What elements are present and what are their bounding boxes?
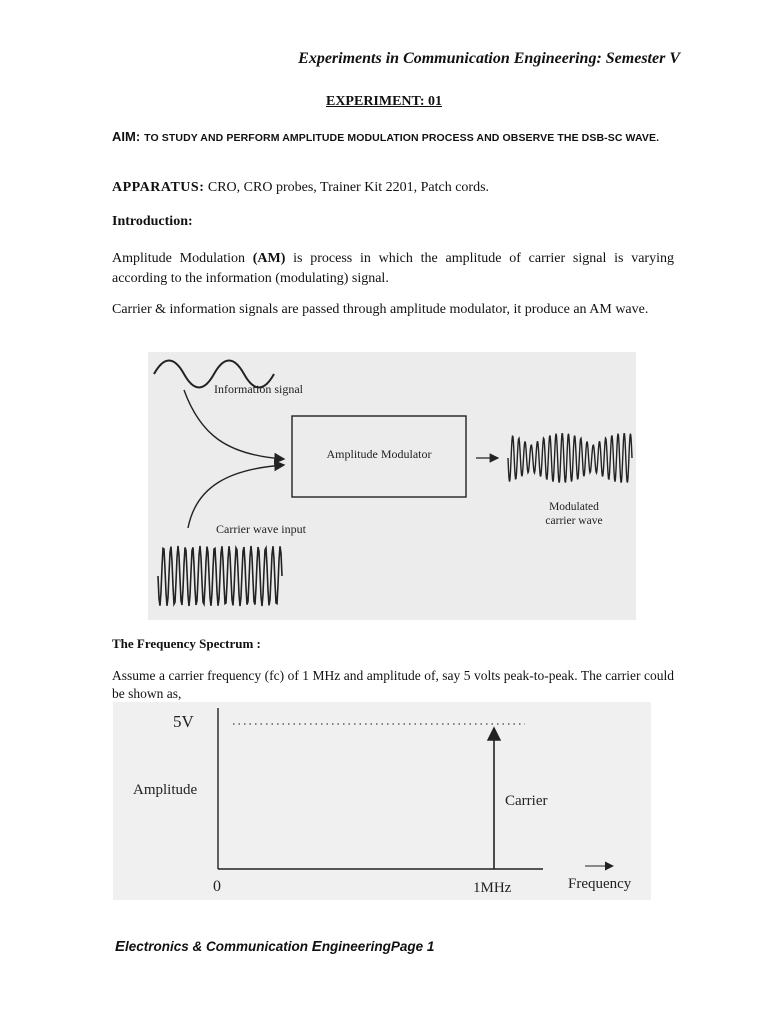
information-signal-label: Information signal bbox=[214, 382, 303, 396]
frequency-spectrum-heading: The Frequency Spectrum : bbox=[112, 636, 261, 651]
x-origin-label: 0 bbox=[213, 878, 221, 895]
intro-p1-start: Amplitude Modulation bbox=[112, 251, 253, 266]
page-header-title: Experiments in Communication Engineering: Semester V bbox=[298, 50, 680, 67]
aim-text: TO STUDY AND PERFORM AMPLITUDE MODULATION PROCESS AND OBSERVE THE DSB-SC WAVE. bbox=[144, 132, 660, 144]
apparatus-label: APPARATUS: bbox=[112, 180, 205, 195]
footer-e1: E bbox=[115, 938, 126, 955]
y-tick-5v: 5V bbox=[173, 712, 194, 731]
carrier-arrow bbox=[188, 465, 284, 528]
intro-p1-bold: (AM) bbox=[252, 251, 286, 266]
y-axis-label: Amplitude bbox=[133, 782, 198, 798]
intro-paragraph-2: Carrier & information signals are passed through amplitude modulator, it produce an AM wave. bbox=[112, 302, 649, 317]
aim-section bbox=[112, 128, 672, 147]
x-axis-label: Frequency bbox=[568, 876, 632, 892]
carrier-input-label: Carrier wave input bbox=[216, 522, 306, 536]
carrier-spectrum-figure bbox=[113, 702, 651, 900]
footer-e2: E bbox=[311, 938, 322, 955]
carrier-label: Carrier bbox=[505, 793, 548, 809]
am-block-diagram bbox=[148, 352, 636, 620]
x-tick-1mhz: 1MHz bbox=[473, 880, 512, 896]
page-footer bbox=[115, 938, 434, 955]
footer-part-1: lectronics & Communication bbox=[125, 939, 312, 954]
modulated-label-line-1: Modulated bbox=[549, 501, 599, 513]
intro-p1-end: is process in which the amplitude of carrier signal is varying according to the information (modulating) signal. bbox=[112, 251, 674, 286]
modulated-label-line-2: carrier wave bbox=[545, 515, 603, 527]
introduction-heading: Introduction: bbox=[112, 214, 193, 229]
apparatus-section bbox=[112, 180, 489, 196]
carrier-wave bbox=[158, 546, 282, 606]
apparatus-text: CRO, CRO probes, Trainer Kit 2201, Patch cords. bbox=[207, 180, 490, 195]
intro-paragraph-1 bbox=[112, 249, 674, 289]
info-arrow bbox=[184, 390, 284, 459]
amplitude-modulator-label: Amplitude Modulator bbox=[326, 447, 432, 461]
spectrum-paragraph: Assume a carrier frequency (fc) of 1 MHz and amplitude of, say 5 volts peak-to-peak. The carrier could be shown as, bbox=[112, 668, 674, 701]
aim-label: AIM: bbox=[112, 129, 141, 144]
experiment-number: EXPERIMENT: 01 bbox=[325, 94, 443, 109]
modulated-wave bbox=[508, 434, 632, 483]
footer-part-2: ngineering bbox=[321, 939, 391, 954]
footer-page-number: Page 1 bbox=[390, 939, 435, 954]
